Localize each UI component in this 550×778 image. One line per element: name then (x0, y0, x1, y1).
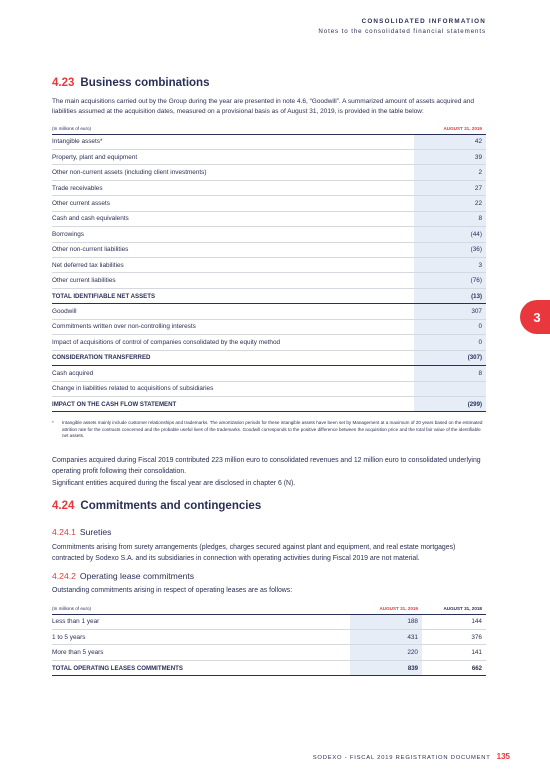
table-row (52, 134, 486, 149)
row-label: 1 to 5 years (52, 629, 350, 644)
significant-paragraph: Significant entities acquired during the fiscal year are disclosed in chapter 6 (N). (52, 480, 296, 487)
footer-text: SODEXO - FISCAL 2019 REGISTRATION DOCUMENT (312, 755, 491, 761)
row-value-2018: 376 (422, 629, 486, 644)
subsection-number: 4.24.1 (52, 527, 76, 537)
row-value-2019: 220 (350, 645, 422, 660)
table-row (52, 180, 486, 195)
row-value: (76) (414, 273, 486, 288)
column-header-2019: AUGUST 31, 2019 (350, 603, 422, 614)
subsection-title-4-24-2 (52, 571, 194, 581)
table-row (52, 335, 486, 350)
row-label: Less than 1 year (52, 614, 350, 629)
row-value: 0 (414, 319, 486, 334)
chapter-tab: 3 (520, 300, 550, 334)
operating-leases-table (52, 603, 486, 676)
table-row (52, 149, 486, 164)
row-label: Other current assets (52, 196, 414, 211)
table-body (52, 134, 486, 412)
subsection-heading: Sureties (79, 527, 112, 537)
table-footnote (52, 420, 486, 440)
unit-label: (In millions of euro) (52, 123, 414, 134)
page-number: 135 (496, 752, 510, 761)
row-label: CONSIDERATION TRANSFERRED (52, 350, 414, 365)
row-value-2018: 141 (422, 645, 486, 660)
section-number: 4.23 (52, 77, 75, 89)
total-row (52, 660, 486, 675)
column-header: AUGUST 31, 2019 (414, 123, 486, 134)
row-label: Net deferred tax liabilities (52, 258, 414, 273)
header-subsection: Notes to the consolidated financial statements (318, 28, 486, 35)
row-value: 0 (414, 335, 486, 350)
section-title-4-23 (52, 77, 209, 89)
section-heading: Commitments and contingencies (80, 500, 262, 512)
table-row (52, 366, 486, 381)
column-header-2018: AUGUST 31, 2018 (422, 603, 486, 614)
row-label: Other current liabilities (52, 273, 414, 288)
table-row (52, 227, 486, 242)
row-label: Borrowings (52, 227, 414, 242)
row-label: Goodwill (52, 304, 414, 319)
row-value: 8 (414, 211, 486, 226)
row-label: TOTAL OPERATING LEASES COMMITMENTS (52, 660, 350, 675)
row-label: Cash and cash equivalents (52, 211, 414, 226)
row-value: (36) (414, 242, 486, 257)
row-value: 39 (414, 149, 486, 164)
row-value: 3 (414, 258, 486, 273)
sureties-paragraph: Commitments arising from surety arrangements (pledges, charges secured against plant and equipment, and real estate mortgages) contracted by Sodexo S.A. and its subsidiaries in connection with operating activities during Fiscal 2019 are not material. (52, 544, 456, 562)
row-value: 22 (414, 196, 486, 211)
row-label: Property, plant and equipment (52, 149, 414, 164)
row-value: 8 (414, 366, 486, 381)
section-title-4-24 (52, 500, 261, 512)
row-label: Cash acquired (52, 366, 414, 381)
subsection-title-4-24-1 (52, 527, 111, 537)
row-value: 307 (414, 304, 486, 319)
row-label: Impact of acquisitions of control of companies consolidated by the equity method (52, 335, 414, 350)
table-row (52, 273, 486, 288)
subsection-number: 4.24.2 (52, 571, 76, 581)
row-value-2019: 839 (350, 660, 422, 675)
row-label: Commitments written over non-controlling interests (52, 319, 414, 334)
table-header-row (52, 123, 486, 134)
row-label: TOTAL IDENTIFIABLE NET ASSETS (52, 288, 414, 303)
table-row (52, 165, 486, 180)
row-label: Other non-current assets (including client investments) (52, 165, 414, 180)
row-value: (44) (414, 227, 486, 242)
footnote-text: Intangible assets mainly include customer relationships and trademarks. The amortization periods for these intangible assets have been set by Management at a maximum of 20 years based on the estimated attrition rate for the contracts concerned and the probable useful lives of the trademarks. Goodwill corresponds to the positive difference between the acquisition price and the total fair value of the identifiable net assets. (62, 420, 483, 438)
table-row (52, 288, 486, 303)
table-row (52, 629, 486, 644)
row-value-2018: 662 (422, 660, 486, 675)
table-row (52, 258, 486, 273)
table-row (52, 396, 486, 411)
table-row (52, 319, 486, 334)
business-combinations-table (52, 123, 486, 412)
table-row (52, 196, 486, 211)
intro-paragraph: The main acquisitions carried out by the Group during the year are presented in note 4.6, “Goodwill”. A summarized amount of assets acquired and liabilities assumed at the acquisition dates, measured on a provisional basis as of August 31, 2019, is provided in the table below: (52, 98, 475, 115)
unit-label: (In millions of euro) (52, 603, 350, 614)
row-label: Intangible assets* (52, 134, 414, 149)
row-label: More than 5 years (52, 645, 350, 660)
row-value-2019: 431 (350, 629, 422, 644)
table-row (52, 304, 486, 319)
subsection-heading: Operating lease commitments (79, 571, 195, 581)
table-row (52, 381, 486, 396)
running-header (318, 18, 486, 35)
row-value: 27 (414, 180, 486, 195)
section-heading: Business combinations (80, 77, 210, 89)
section-number: 4.24 (52, 500, 75, 512)
row-value: 2 (414, 165, 486, 180)
row-value (414, 381, 486, 396)
row-value: (307) (414, 350, 486, 365)
table-row (52, 645, 486, 660)
table-header-row (52, 603, 486, 614)
table-row (52, 242, 486, 257)
page-footer (313, 752, 510, 761)
header-section: CONSOLIDATED INFORMATION (361, 18, 486, 25)
row-value-2018: 144 (422, 614, 486, 629)
row-label: Change in liabilities related to acquisitions of subsidiaries (52, 381, 414, 396)
row-label: Other non-current liabilities (52, 242, 414, 257)
row-label: Trade receivables (52, 180, 414, 195)
table-row (52, 614, 486, 629)
row-value: 42 (414, 134, 486, 149)
table-row (52, 350, 486, 365)
companies-paragraph: Companies acquired during Fiscal 2019 contributed 223 million euro to consolidated revenues and 12 million euro to consolidated underlying operating profit following their consolidation. (52, 457, 481, 475)
row-value: (13) (414, 288, 486, 303)
leases-paragraph: Outstanding commitments arising in respect of operating leases are as follows: (52, 587, 293, 594)
row-value: (299) (414, 396, 486, 411)
row-value-2019: 188 (350, 614, 422, 629)
row-label: IMPACT ON THE CASH FLOW STATEMENT (52, 396, 414, 411)
table-body (52, 614, 486, 676)
table-row (52, 211, 486, 226)
footnote-mark: * (52, 420, 54, 425)
